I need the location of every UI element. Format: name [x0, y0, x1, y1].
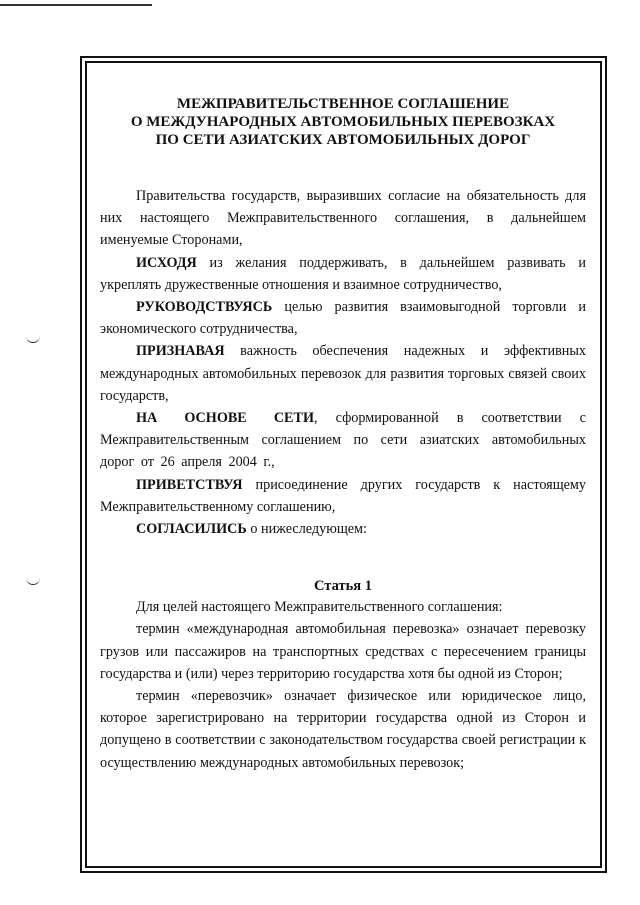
title-line: О МЕЖДУНАРОДНЫХ АВТОМОБИЛЬНЫХ ПЕРЕВОЗКАХ — [130, 114, 556, 130]
document-title — [100, 95, 586, 149]
preamble-text: о нижеследующем: — [246, 521, 367, 538]
preamble-lead: ИСХОДЯ — [136, 254, 197, 271]
preamble-paragraph — [100, 407, 586, 474]
preamble-paragraph — [100, 518, 586, 540]
margin-bracket-mark — [26, 334, 40, 343]
margin-bracket-mark — [26, 576, 40, 585]
title-line: МЕЖПРАВИТЕЛЬСТВЕННОЕ СОГЛАШЕНИЕ — [176, 96, 510, 112]
preamble-paragraph — [100, 340, 586, 407]
preamble-text: важность обеспечения надежных и эффективных международных автомобильных перевозок для развития торговых связей своих государств, — [100, 343, 586, 404]
preamble-text: из желания поддерживать, в дальнейшем развивать и укреплять дружественные отношения и взаимное сотрудничество, — [100, 254, 586, 293]
article-heading: Статья 1 — [314, 578, 372, 595]
preamble-paragraph — [100, 252, 586, 296]
top-edge-line — [0, 4, 152, 6]
preamble-text: присоединение других государств к настоящему Межправительственному соглашению, — [100, 476, 586, 515]
preamble-paragraph — [100, 296, 586, 340]
article-paragraph: термин «перевозчик» означает физическое или юридическое лицо, которое зарегистрировано на территории государства одной из Сторон и допущено в соответствии с законодательством государства своей регистрации к осуществлению международных автомобильных перевозок; — [100, 688, 586, 771]
article-paragraph: Для целей настоящего Межправительственного соглашения: — [136, 599, 503, 616]
preamble-lead: РУКОВОДСТВУЯСЬ — [136, 299, 273, 316]
preamble-lead: ПРИВЕТСТВУЯ — [136, 476, 243, 493]
article-paragraph: термин «международная автомобильная перевозка» означает перевозку грузов или пассажиров на транспортных средствах с пересечением границы государства и (или) через территорию государства хотя бы одной из Сторон; — [100, 621, 586, 682]
preamble-lead: СОГЛАСИЛИСЬ — [136, 521, 247, 538]
preamble-paragraph — [100, 185, 586, 252]
preamble-text: целью развития взаимовыгодной торговли и экономического сотрудничества, — [100, 299, 586, 338]
preamble-lead: НА ОСНОВЕ СЕТИ — [136, 410, 315, 427]
preamble-lead: ПРИЗНАВАЯ — [136, 343, 225, 360]
document-content — [100, 95, 586, 774]
preamble-paragraph — [100, 474, 586, 518]
preamble-text: , сформированной в соответствии с Межправительственным соглашением по сети азиатских автомобильных дорог от 26 апреля 2004 г., — [100, 410, 586, 471]
title-line: ПО СЕТИ АЗИАТСКИХ АВТОМОБИЛЬНЫХ ДОРОГ — [155, 132, 531, 148]
preamble-text: Правительства государств, выразивших согласие на обязательность для них настоящего Межправительственного соглашения, в дальнейшем именуемые Сторонами, — [100, 188, 586, 249]
